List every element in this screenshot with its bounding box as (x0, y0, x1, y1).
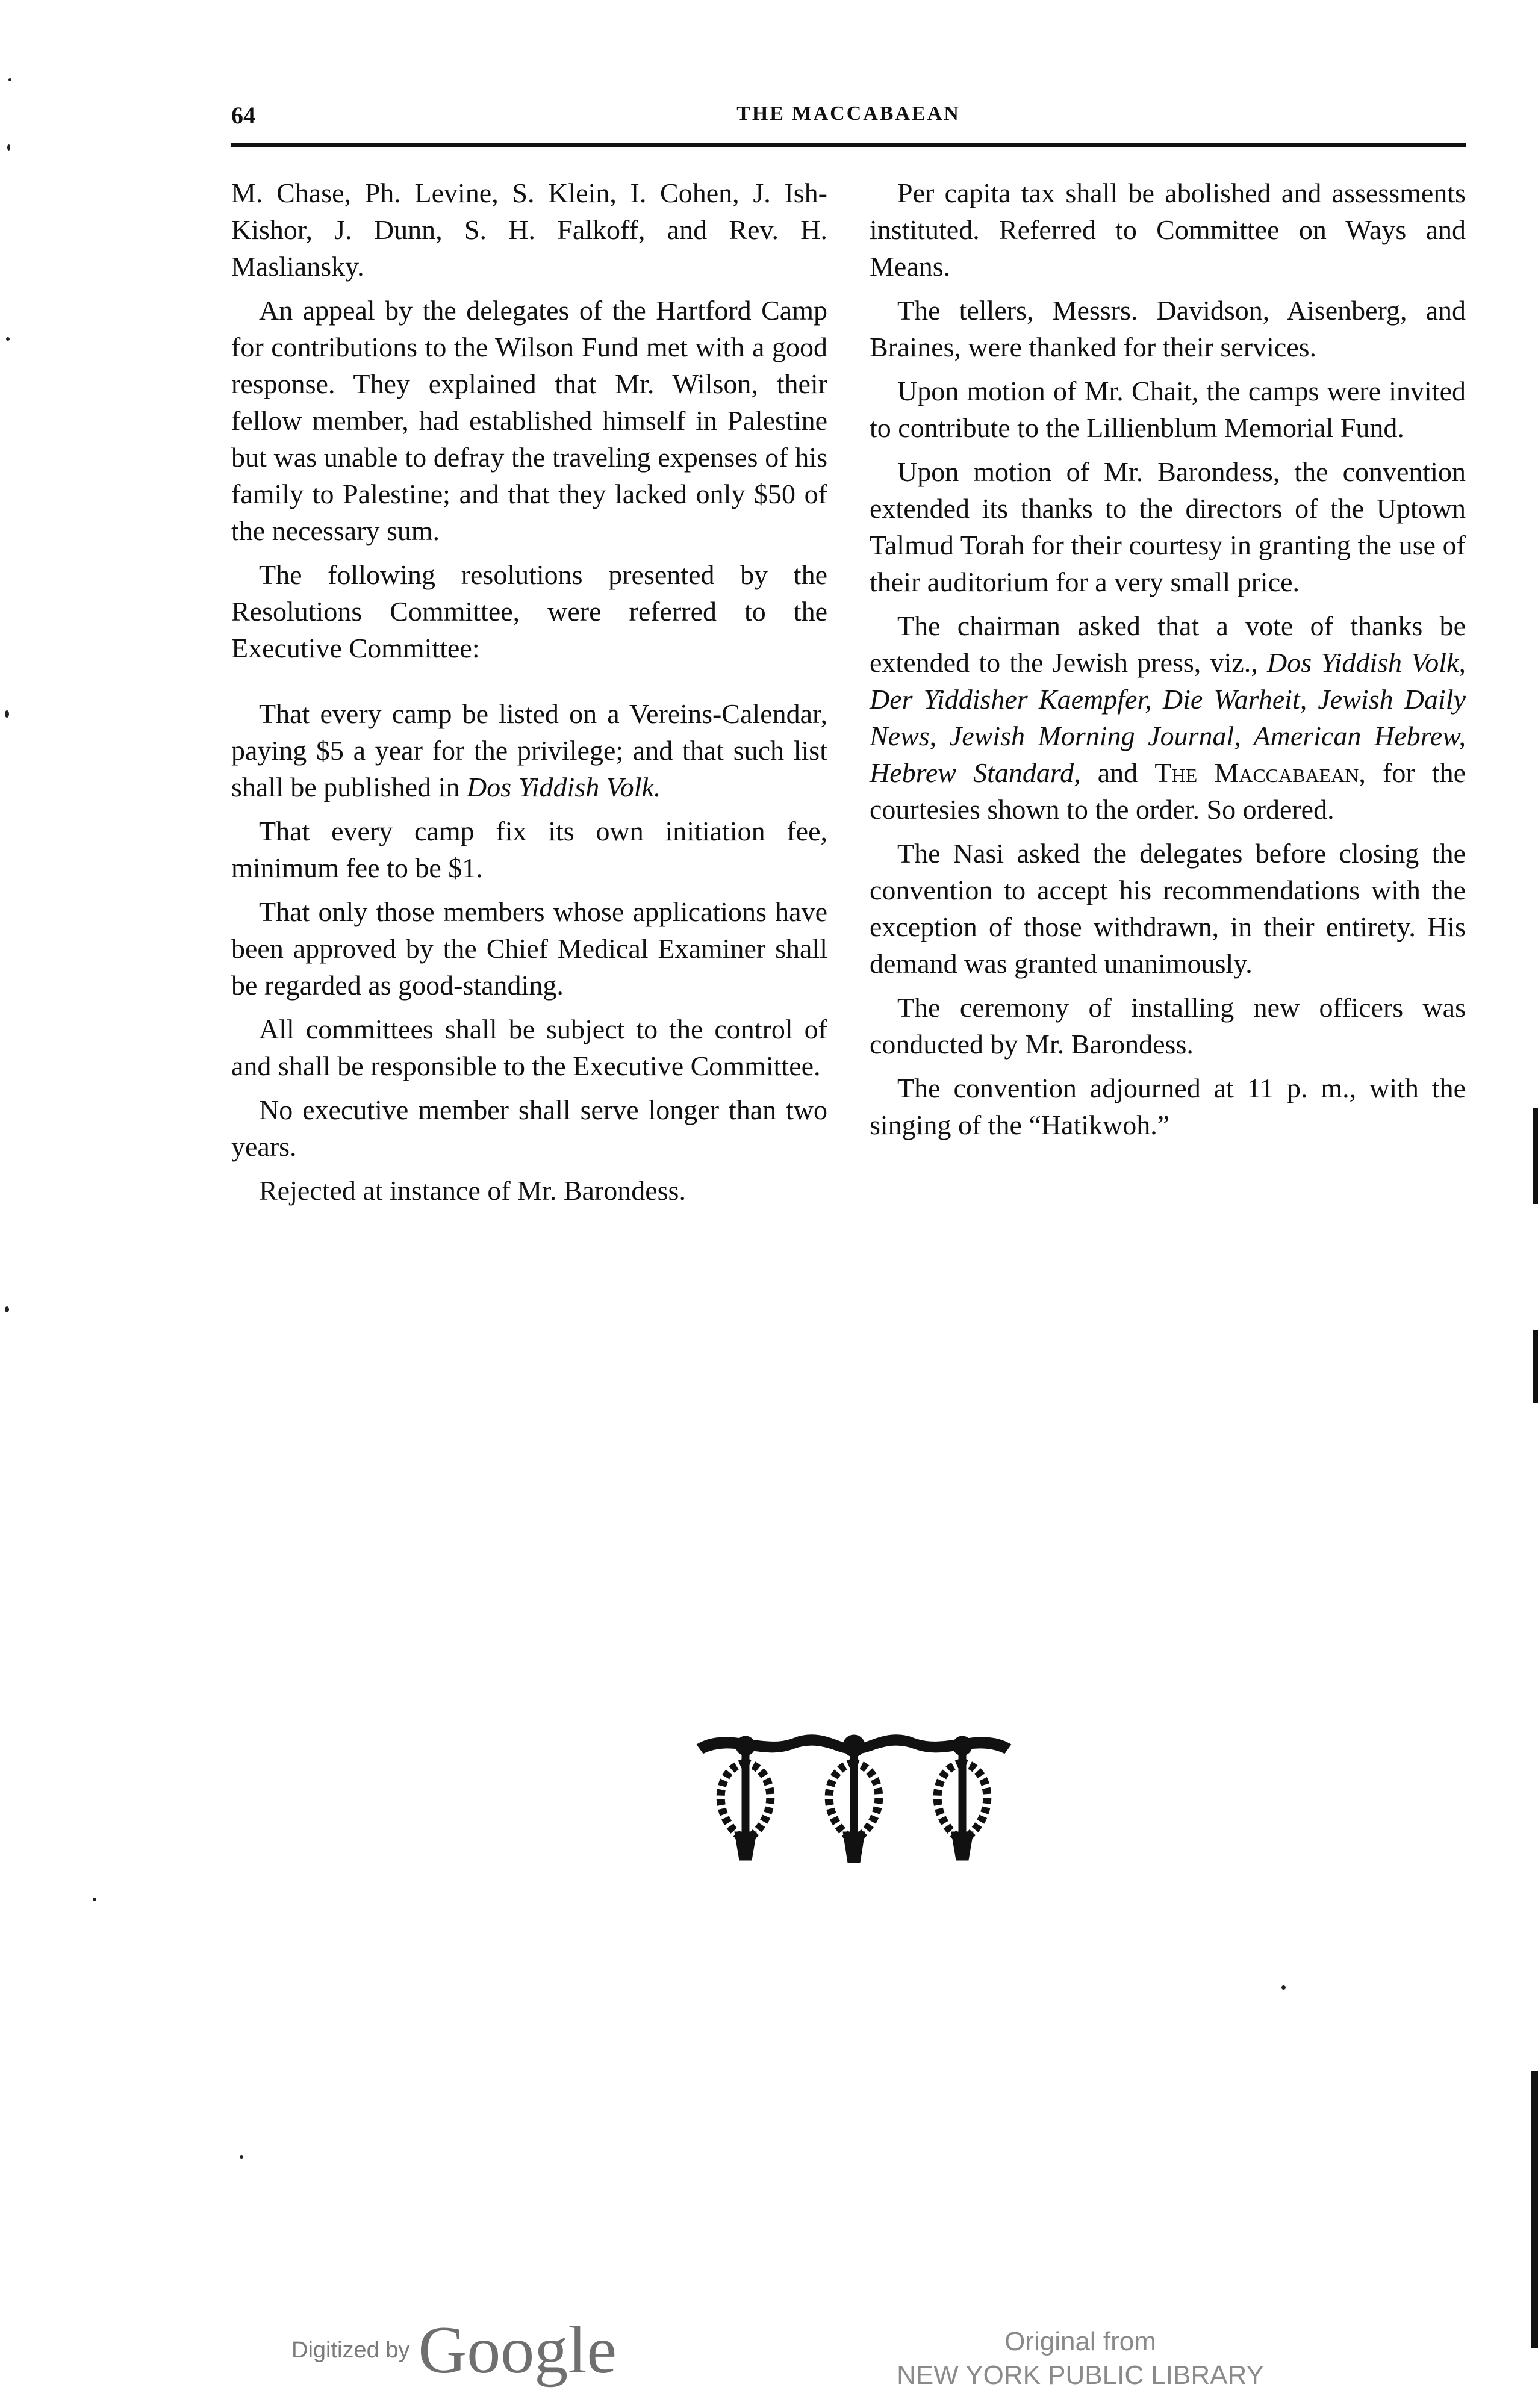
original-from-label: Original from (1004, 2327, 1156, 2356)
paragraph-text: for the courtesies shown to the order. So ordered. (870, 757, 1466, 825)
resolution-paragraph: That every camp fix its own initiation fee, minimum fee to be $1. (231, 816, 827, 883)
scan-speck (5, 1306, 9, 1312)
google-logo: Google (418, 2313, 617, 2388)
scan-speck (5, 710, 9, 718)
resolution-paragraph (231, 695, 827, 805)
digitized-by-label: Digitized by (291, 2338, 410, 2363)
digitized-by-google-watermark (291, 2312, 617, 2390)
italic-newspaper-list: Dos Yiddish Volk, Der Yiddisher Kaempfer, Die Warheit, Jewish Daily News, Jewish Morning Journal, American Hebrew, Hebrew Standard, (870, 647, 1466, 788)
scan-speck (93, 1898, 96, 1901)
scan-edge-mark (1533, 1330, 1538, 1403)
scan-edge-mark (1533, 1108, 1538, 1204)
paragraph: Rejected at instance of Mr. Barondess. (259, 1175, 686, 1206)
paragraph: An appeal by the delegates of the Hartford Camp for contributions to the Wilson Fund met with a good response. They explained that Mr. Wilson, their fellow member, had established himself in Palestine but was unable to defray the traveling expenses of his family to Palestine; and that they lacked only $50 of the necessary sum. (231, 295, 827, 546)
resolution-paragraph: All committees shall be subject to the control of and shall be responsible to the Executive Committee. (231, 1014, 827, 1081)
scan-speck (8, 78, 11, 81)
smallcaps-title: The Maccabaean, (1154, 757, 1366, 788)
wreath-ornament-icon (691, 1727, 1017, 1865)
italic-title: Dos Yiddish Volk. (466, 772, 661, 802)
running-head: THE MACCABAEAN (736, 102, 960, 125)
paragraph: The Nasi asked the delegates before closing the convention to accept his recommendations with the exception of those withdrawn, in their entirety. His demand was granted unanimously. (870, 838, 1466, 979)
paragraph: M. Chase, Ph. Levine, S. Klein, I. Cohen, J. Ish-Kishor, J. Dunn, S. H. Falkoff, and Rev. H. Masliansky. (231, 178, 827, 282)
paragraph-text: That every camp be listed on a Vereins-Calendar, paying $5 a year for the privilege; and that such list shall be published in (231, 698, 827, 802)
page-number: 64 (231, 102, 255, 129)
scan-speck (240, 2155, 243, 2159)
paragraph-text: and (1080, 757, 1155, 788)
paragraph: The following resolutions presented by the Resolutions Committee, were referred to the Executive Committee: (231, 559, 827, 663)
left-column (231, 175, 827, 1216)
paragraph: The convention adjourned at 11 p. m., with the singing of the “Hatikwoh.” (870, 1073, 1466, 1140)
paragraph-text: The chairman asked that a vote of thanks be extended to the Jewish press, viz., (870, 610, 1466, 678)
paragraph: Per capita tax shall be abolished and assessments instituted. Referred to Committee on Ways and Means. (870, 178, 1466, 282)
library-name: NEW YORK PUBLIC LIBRARY (897, 2360, 1264, 2390)
page-header (231, 101, 1466, 140)
paragraph: The ceremony of installing new officers was conducted by Mr. Barondess. (870, 992, 1466, 1060)
header-rule (231, 143, 1466, 147)
library-attribution (894, 2325, 1267, 2392)
scan-speck (6, 337, 10, 341)
scan-speck (1281, 1985, 1286, 1990)
paragraph: Upon motion of Mr. Barondess, the convention extended its thanks to the directors of the Uptown Talmud Torah for their courtesy in granting the use of their auditorium for a very small price. (870, 456, 1466, 597)
right-column (870, 175, 1466, 1150)
scan-speck (7, 144, 10, 150)
paragraph: Upon motion of Mr. Chait, the camps were invited to contribute to the Lillienblum Memorial Fund. (870, 376, 1466, 443)
scan-edge-mark (1531, 2071, 1538, 2348)
resolution-paragraph: That only those members whose applications have been approved by the Chief Medical Examiner shall be regarded as good-standing. (231, 896, 827, 1001)
resolution-paragraph: No executive member shall serve longer than two years. (231, 1094, 827, 1162)
paragraph: The tellers, Messrs. Davidson, Aisenberg, and Braines, were thanked for their services. (870, 295, 1466, 362)
paragraph (870, 607, 1466, 828)
